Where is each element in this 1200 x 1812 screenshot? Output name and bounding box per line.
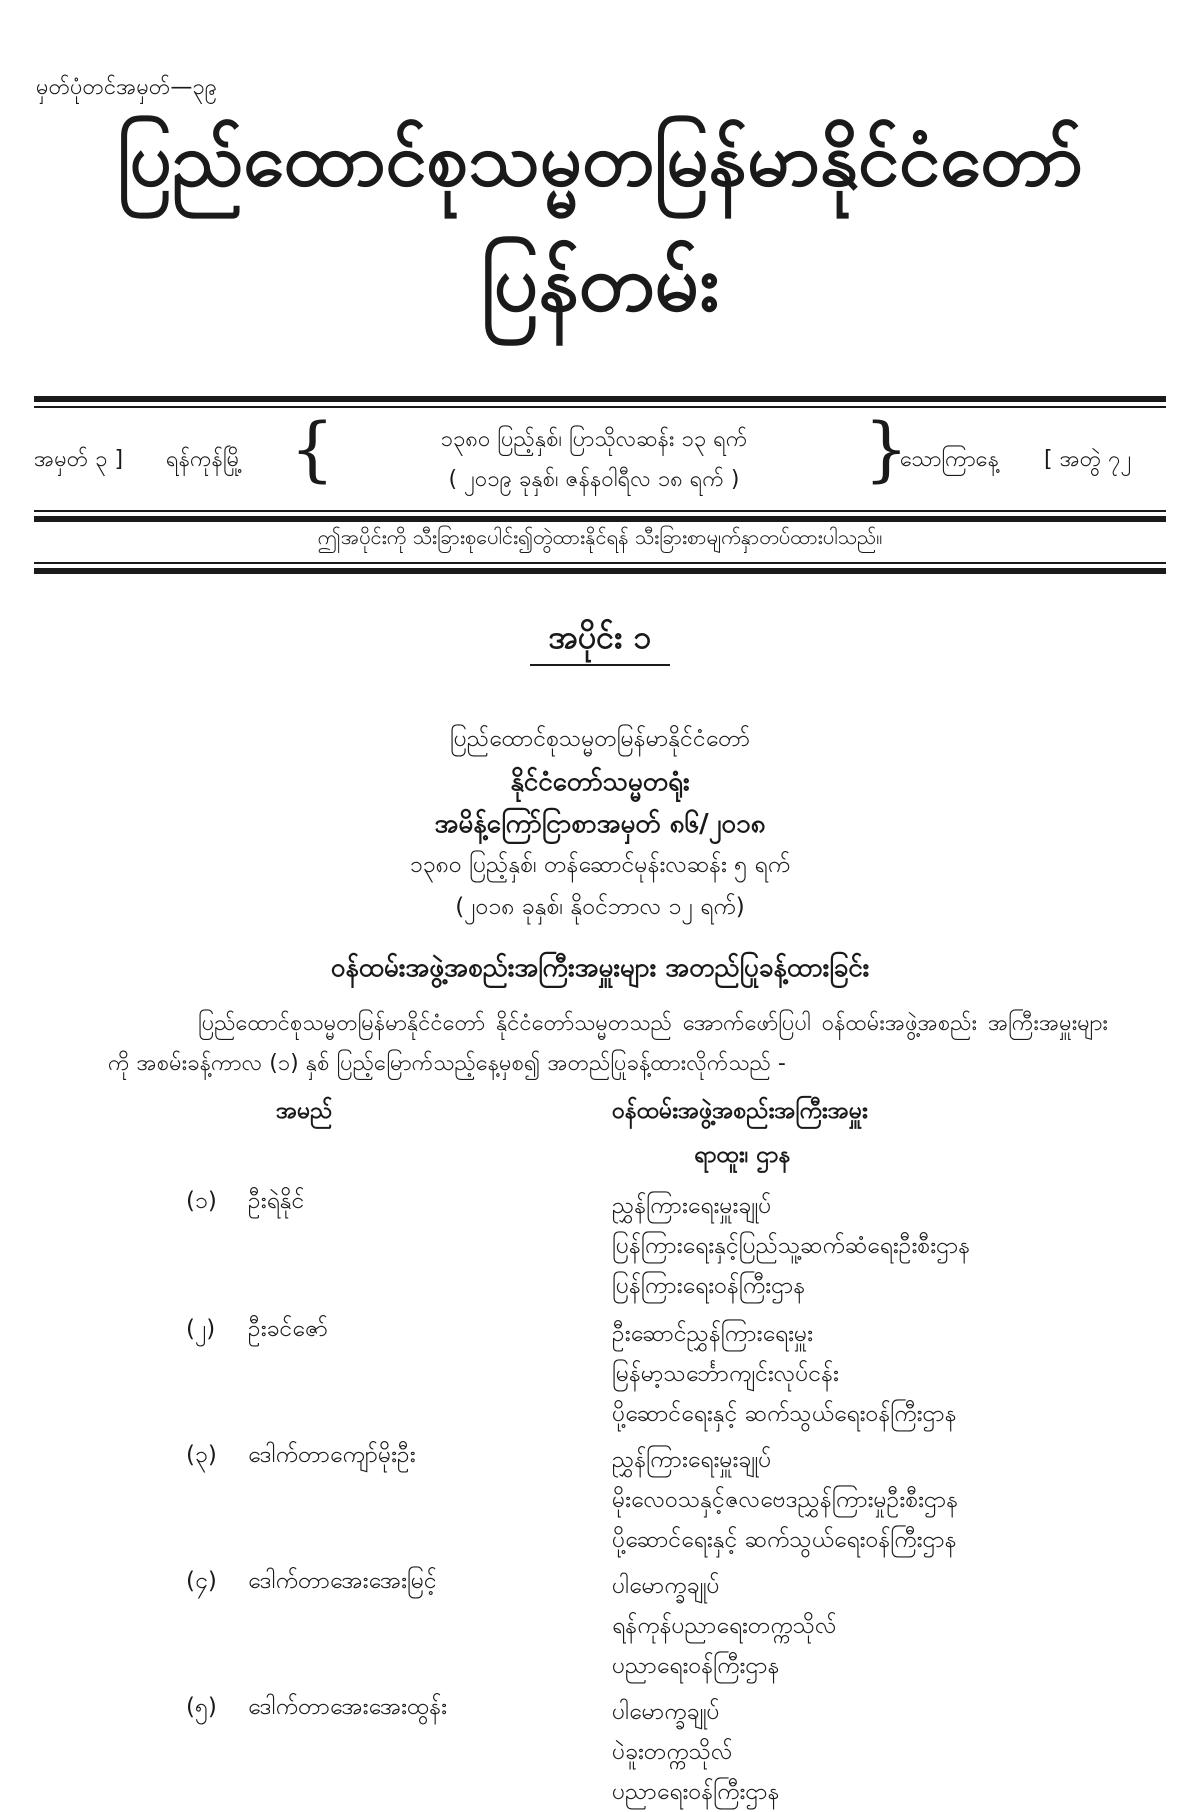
right-brace-icon: }	[864, 408, 909, 490]
entry-role: ပြန်ကြားရေးနှင့်ပြည်သူ့ဆက်ဆံရေးဦးစီးဌာန	[612, 1233, 971, 1259]
header-rule-mid-thin	[34, 510, 1166, 512]
registration-number: မှတ်ပုံတင်အမှတ်—၃၉	[36, 75, 218, 100]
entry-role: ပို့ဆောင်ရေးနှင့် ဆက်သွယ်ရေးဝန်ကြီးဌာန	[612, 1401, 957, 1427]
entry-roles	[612, 1440, 958, 1560]
order-body: ပြည်ထောင်စုသမ္မတမြန်မာနိုင်ငံတော် နိုင်ငံတော်သမ္မတသည် အောက်ဖော်ပြပါ ဝန်ထမ်းအဖွဲ့အစည်း အကြီးအမှူးများကို အစမ်းခန့်ကာလ (၁) နှစ် ပြည့်မြောက်သည့်နေ့မှစ၍ အတည်ပြုခန့်ထားလိုက်သည် -	[108, 1011, 1108, 1076]
entry-name: ဦးရဲနိုင်	[248, 1188, 305, 1214]
entry-name: ဒေါက်တာအေးအေးထွန်း	[248, 1694, 447, 1720]
order-date-gregorian: (၂၀၁၈ ခုနှစ်၊ နိုဝင်ဘာလ ၁၂ ရက်)	[455, 894, 745, 920]
order-date-myanmar: ၁၃၈၀ ပြည့်နှစ်၊ တန်ဆောင်မုန်းလဆန်း ၅ ရက်	[409, 852, 791, 878]
entry-role: ညွှန်ကြားရေးမှူးချုပ်	[612, 1193, 772, 1219]
gazette-title: ပြည်ထောင်စုသမ္မတမြန်မာနိုင်ငံတော်	[117, 117, 1083, 203]
entry-roles	[612, 1692, 780, 1812]
separate-page-notice: ဤအပိုင်းကို သီးခြားစုပေါင်း၍တွဲထားနိုင်ရန် သီးခြားစာမျက်နှာတပ်ထားပါသည်။	[317, 525, 883, 549]
entry-role: ပညာရေးဝန်ကြီးဌာန	[612, 1779, 780, 1805]
entry-role: ဦးဆောင်ညွှန်ကြားရေးမှူး	[612, 1321, 813, 1347]
header-rule-bottom-thick	[34, 568, 1166, 574]
order-issuer-country: ပြည်ထောင်စုသမ္မတမြန်မာနိုင်ငံတော်	[449, 726, 751, 752]
entry-role: မြန်မာ့သင်္ဘောကျင်းလုပ်ငန်း	[612, 1361, 839, 1387]
issue-bar	[34, 408, 1166, 508]
entry-roles	[612, 1566, 837, 1686]
entry-roles	[612, 1314, 957, 1434]
issue-number: အမှတ် ၃ ]	[34, 447, 124, 472]
issue-place: ရန်ကုန်မြို့	[166, 447, 243, 472]
issue-volume: [ အတွဲ ၇၂	[1044, 447, 1132, 472]
entry-role: ပို့ဆောင်ရေးနှင့် ဆက်သွယ်ရေးဝန်ကြီးဌာန	[612, 1527, 957, 1553]
entry-number: (၂)	[186, 1316, 216, 1342]
issue-date-myanmar: ၁၃၈၀ ပြည့်နှစ်၊ ပြာသိုလဆန်း ၁၃ ရက်	[440, 427, 748, 452]
entry-roles	[612, 1186, 970, 1306]
order-issuer-office: နိုင်ငံတော်သမ္မတရုံး	[510, 767, 690, 797]
order-number: အမိန့်ကြော်ငြာစာအမှတ် ၈၆/၂၀၁၈	[434, 809, 766, 839]
entry-role: မိုးလေဝသနှင့်ဇလဗေဒညွှန်ကြားမှုဦးစီးဌာန	[612, 1487, 959, 1513]
entry-name: ဒေါက်တာအေးအေးမြင့်	[248, 1568, 437, 1594]
entry-number: (၄)	[186, 1568, 217, 1594]
entry-number: (၃)	[186, 1442, 217, 1468]
entry-role: ပဲခူးတက္ကသိုလ်	[612, 1739, 733, 1765]
entry-role: ပြန်ကြားရေးဝန်ကြီးဌာန	[612, 1273, 806, 1299]
entry-role: ရန်ကုန်ပညာရေးတက္ကသိုလ်	[612, 1613, 837, 1639]
header-rule-bottom-thin	[34, 562, 1166, 564]
header-rule-top-thick	[34, 396, 1166, 402]
entry-number: (၁)	[186, 1188, 217, 1214]
part-title: အပိုင်း ၁	[548, 618, 652, 656]
entry-role: ပါမောက္ခချုပ်	[612, 1573, 720, 1599]
column-header-name: အမည်	[276, 1098, 333, 1124]
header-rule-top-thin	[34, 406, 1166, 408]
entry-number: (၅)	[186, 1694, 217, 1720]
entry-role: ပါမောက္ခချုပ်	[612, 1699, 720, 1725]
order-subject: ဝန်ထမ်းအဖွဲ့အစည်းအကြီးအမှူးများ အတည်ပြုခန့်ထားခြင်း	[330, 953, 870, 983]
issue-weekday: သောကြာနေ့	[900, 447, 999, 472]
entry-role: ညွှန်ကြားရေးမှူးချုပ်	[612, 1447, 772, 1473]
gazette-subtitle: ပြန်တမ်း	[480, 239, 720, 329]
entry-name: ဦးခင်ဇော်	[248, 1316, 328, 1342]
issue-dates	[334, 420, 854, 500]
issue-date-gregorian: ( ၂၀၁၉ ခုနှစ်၊ ဇန်နဝါရီလ ၁၈ ရက် )	[448, 467, 740, 492]
left-brace-icon: {	[290, 408, 335, 490]
entry-name: ဒေါက်တာကျော်မိုးဦး	[248, 1442, 416, 1468]
column-header-organization-head: ဝန်ထမ်းအဖွဲ့အစည်းအကြီးအမှူး	[612, 1098, 868, 1124]
header-rule-mid-thick	[34, 516, 1166, 522]
part-title-underline	[530, 664, 670, 666]
column-subheader-position-department: ရာထူး၊ ဌာန	[694, 1142, 791, 1168]
entry-role: ပညာရေးဝန်ကြီးဌာန	[612, 1653, 780, 1679]
